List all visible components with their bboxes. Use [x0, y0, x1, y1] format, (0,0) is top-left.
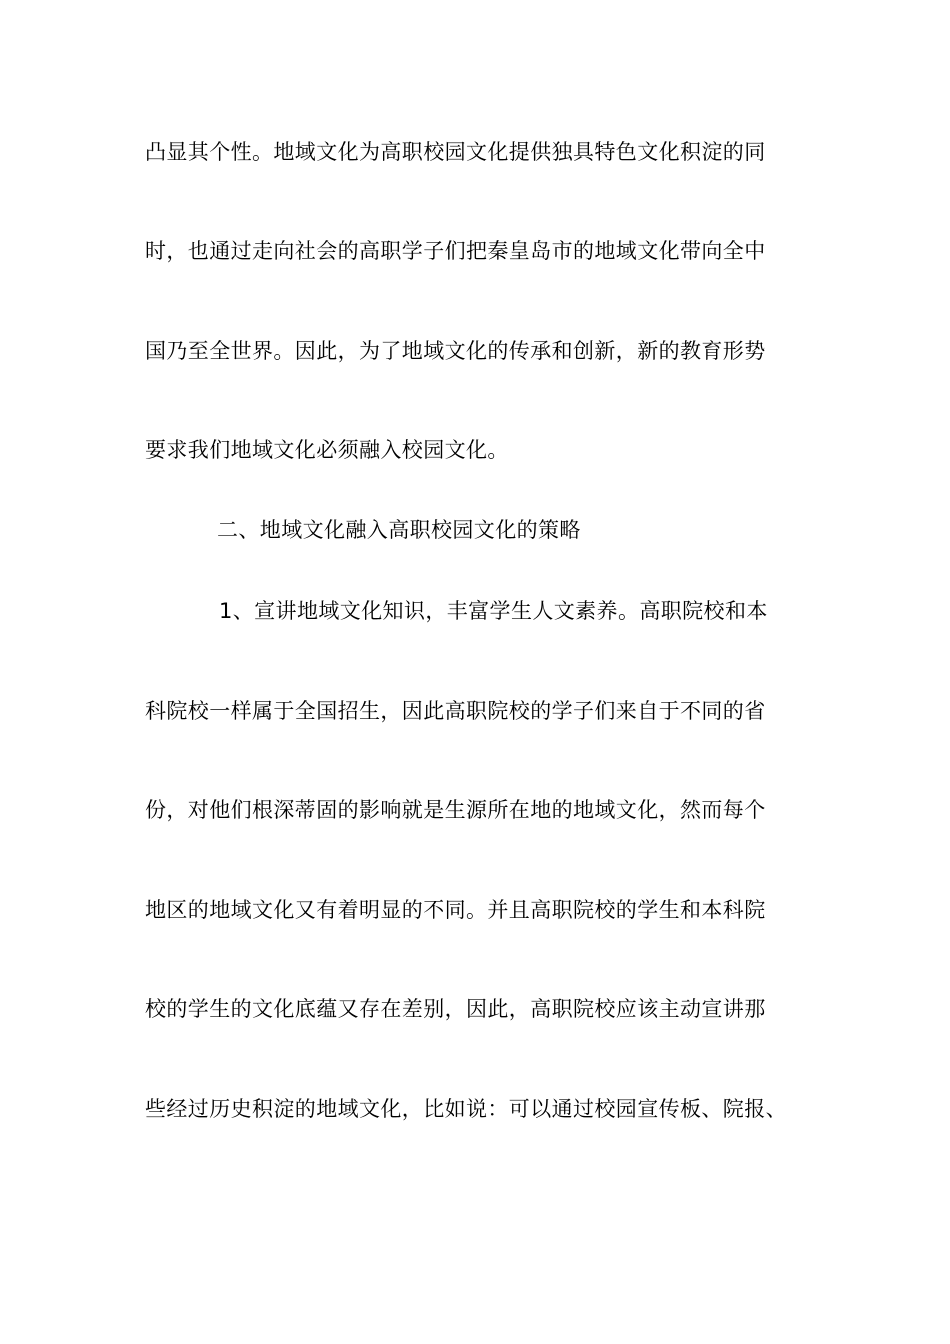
- paragraph-line: 些经过历史积淀的地域文化，比如说：可以通过校园宣传板、院报、: [145, 1097, 787, 1121]
- paragraph-line: 国乃至全世界。因此，为了地域文化的传承和创新，新的教育形势: [145, 339, 766, 363]
- paragraph-line: 科院校一样属于全国招生，因此高职院校的学子们来自于不同的省: [145, 699, 766, 723]
- subsection-lead-line: 1、宣讲地域文化知识，丰富学生人文素养。高职院校和本: [219, 599, 768, 623]
- section-heading: 二、地域文化融入高职校园文化的策略: [217, 518, 581, 542]
- paragraph-line: 校的学生的文化底蕴又存在差别，因此，高职院校应该主动宣讲那: [145, 997, 766, 1021]
- paragraph-line: 地区的地域文化又有着明显的不同。并且高职院校的学生和本科院: [145, 898, 766, 922]
- paragraph-line: 凸显其个性。地域文化为高职校园文化提供独具特色文化积淀的同: [145, 140, 766, 164]
- paragraph-line: 时，也通过走向社会的高职学子们把秦皇岛市的地域文化带向全中: [145, 239, 766, 263]
- paragraph-line: 份，对他们根深蒂固的影响就是生源所在地的地域文化，然而每个: [145, 798, 766, 822]
- paragraph-line: 要求我们地域文化必须融入校园文化。: [145, 438, 509, 462]
